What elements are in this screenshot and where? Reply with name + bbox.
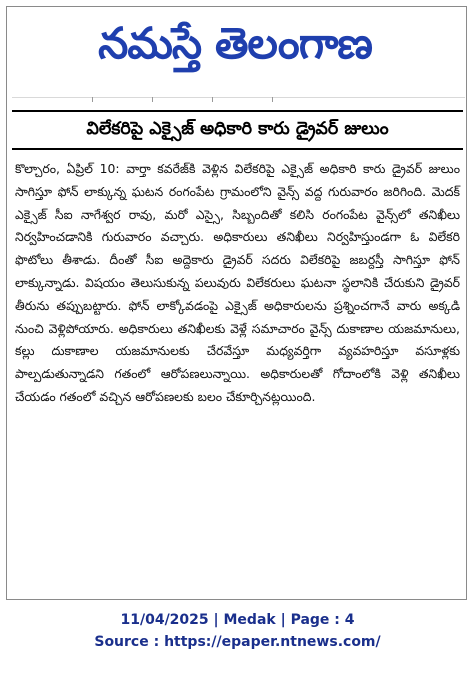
- article-body: [15, 158, 460, 409]
- newspaper-masthead: నమస్తే తెలంగాణ: [98, 19, 372, 69]
- clipping-source: Source : https://epaper.ntnews.com/: [94, 634, 381, 650]
- clipping-edge-strip: [12, 97, 465, 108]
- article-paragraph: కొల్చారం, ఏప్రిల్ 10: వార్తా కవరేజ్‌కి వెళ్లిన విలేకరిపై ఎక్సైజ్ అధికారి కారు డ్రైవర్ జులుం సాగిస్తూ ఫోన్ లాక్కున్న ఘటన రంగంపేట గ్రామంలోని వైన్స్ వద్ద గురువారం జరిగింది. మెదక్ ఎక్సైజ్ సీఐ నాగేశ్వర రావు, మరో ఎస్సై, సిబ్బందితో కలిసి రంగంపేట వైన్స్‌లో తనిఖీలు నిర్వహించడానికి గురువారం వచ్చారు. అధికారులు తనిఖీలు నిర్వహిస్తుండగా ఓ విలేకరి ఫొటోలు తీశాడు. దీంతో సీఐ అద్దెకారు డ్రైవర్ సదరు విలేకరిపై జబర్దస్తీ సాగిస్తూ ఫోన్ లాక్కున్నాడు. విషయం తెలుసుకున్న పలువురు విలేకరులు ఘటనా స్థలానికి చేరుకుని డ్రైవర్ తీరును తప్పుబట్టారు. ఫోన్ లాక్కోవడంపై ఎక్సైజ్ అధికారులను ప్రశ్నించగానే వారు అక్కడి నుంచి వెళ్లిపోయారు. అధికారులు తనిఖీలకు వెళ్లే సమాచారం వైన్స్ దుకాణాల యజమానులు, కల్లు దుకాణాల యజమానులకు చేరవేస్తూ మధ్యవర్తిగా వ్యవహరిస్తూ వసూళ్లకు పాల్పడుతున్నాడని గతంలో ఆరోపణలున్నాయి. అధికారులతో గోదాంలోకి వెళ్లి తనిఖీలు చేయడం గతంలో వచ్చిన ఆరోపణలకు బలం చేకూర్చినట్లయింది.: [15, 161, 460, 404]
- clipping-edge-marks: [92, 97, 322, 102]
- clipping-date-edition-page: 11/04/2025 | Medak | Page : 4: [120, 612, 355, 628]
- headline-bottom-rule: [12, 148, 463, 150]
- article-headline: విలేకరిపై ఎక్సైజ్ అధికారి కారు డ్రైవర్ జులుం: [86, 119, 389, 139]
